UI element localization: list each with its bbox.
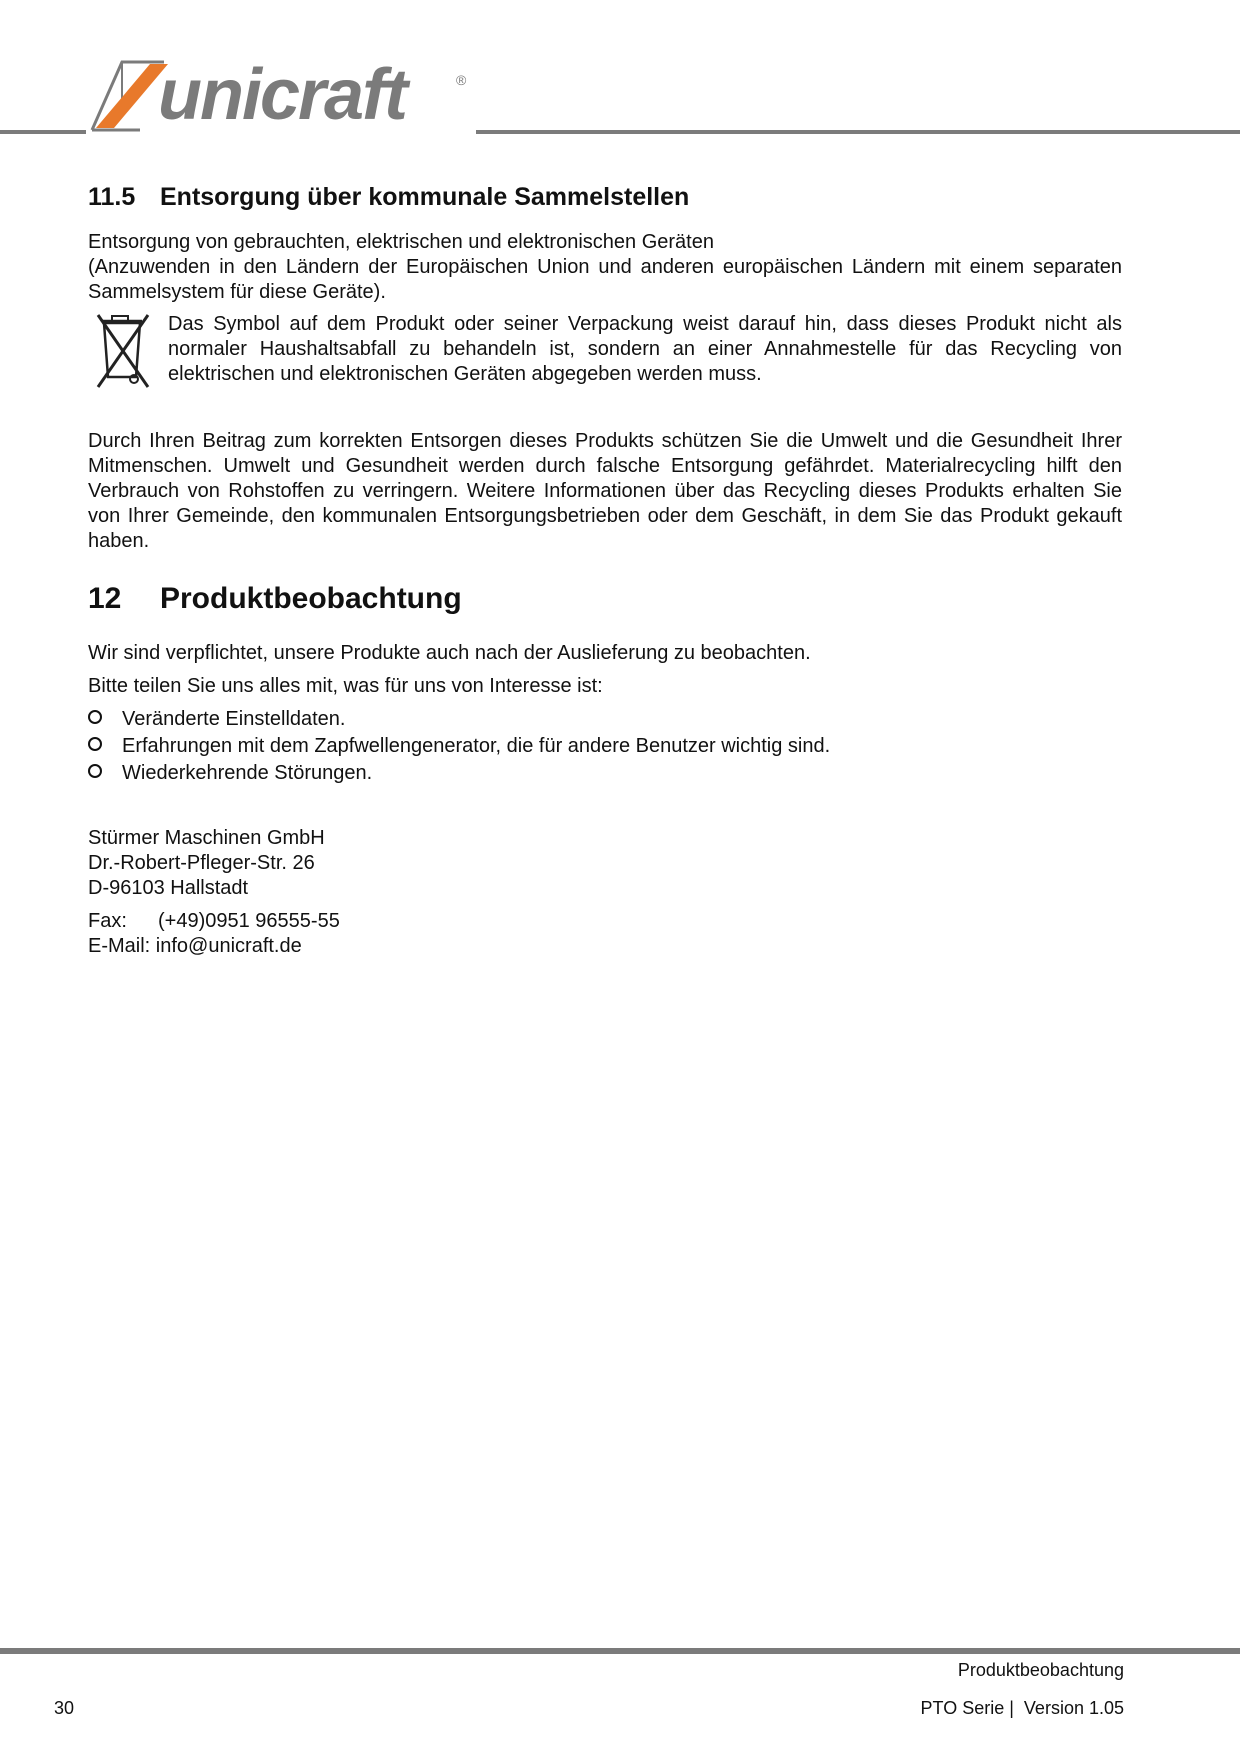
list-item [88, 734, 830, 759]
footer-section-name: Produktbeobachtung [957, 1660, 1124, 1680]
weee-icon [94, 313, 154, 396]
list-item [88, 761, 372, 786]
email-value[interactable]: info@unicraft.de [155, 935, 302, 957]
intro-line-1: Entsorgung von gebrauchten, elektrischen und elektronischen Geräten [88, 231, 714, 253]
section-number: 11.5 [88, 183, 136, 211]
address-city: D-96103 Hallstadt [88, 877, 249, 899]
section-heading-11-5 [88, 183, 689, 212]
fax-value: (+49)0951 96555-55 [158, 910, 340, 932]
section-title: Produktbeobachtung [160, 582, 462, 615]
bullet-circle-icon [88, 737, 102, 751]
weee-symbol-text: Das Symbol auf dem Produkt oder seiner Verpackung weist darauf hin, dass dieses Produkt nicht als normaler Haushaltsabfall zu behandeln ist, sondern an einer Annahmestelle für das Recycling von elektrischen und elektronischen Geräten abgegeben werden muss. [168, 313, 1122, 385]
page-number: 30 [54, 1698, 75, 1718]
list-item-text: Wiederkehrende Störungen. [122, 762, 373, 784]
logo-wordmark: unicraft [158, 55, 407, 135]
section-number: 12 [88, 582, 122, 615]
address-fax [88, 909, 1122, 934]
email-label: E-Mail: [88, 935, 151, 957]
section-title: Entsorgung über kommunale Sammelstellen [160, 183, 690, 211]
address-email [88, 934, 1122, 959]
list-item-text: Erfahrungen mit dem Zapfwellengenerator, die für andere Benutzer wichtig sind. [122, 735, 831, 757]
footer-rule [0, 1648, 1240, 1654]
section-heading-12 [88, 582, 462, 616]
intro-line-2: (Anzuwenden in den Ländern der Europäischen Union und anderen europäischen Ländern mit einem separaten Sammelsystem für diese Geräte). [88, 256, 1122, 303]
bullet-circle-icon [88, 764, 102, 778]
bullet-circle-icon [88, 710, 102, 724]
list-item [88, 707, 346, 732]
address-street: Dr.-Robert-Pfleger-Str. 26 [88, 852, 315, 874]
disposal-paragraph: Durch Ihren Beitrag zum korrekten Entsorgen dieses Produkts schützen Sie die Umwelt und die Gesundheit Ihrer Mitmenschen. Umwelt und Gesundheit werden durch falsche Entsorgung gefährdet. Materialrecycling hilft den Verbrauch von Rohstoffen zu verringern. Weitere Informationen über das Recycling dieses Produkts erhalten Sie von Ihrer Gemeinde, den kommunalen Entsorgungsbetrieben oder dem Geschäft, in dem Sie das Produkt gekauft haben. [88, 430, 1122, 552]
header-rule-right [476, 130, 1240, 134]
observation-paragraph-1: Wir sind verpflichtet, unsere Produkte auch nach der Auslieferung zu beobachten. [88, 642, 811, 664]
address-company: Stürmer Maschinen GmbH [88, 827, 325, 849]
logo-registered-mark: ® [456, 72, 467, 88]
footer-series-version: PTO Serie | Version 1.05 [920, 1698, 1124, 1718]
list-item-text: Veränderte Einstelldaten. [122, 708, 346, 730]
observation-paragraph-2: Bitte teilen Sie uns alles mit, was für uns von Interesse ist: [88, 675, 603, 697]
fax-label: Fax: [88, 910, 127, 932]
header-rule-left [0, 130, 86, 134]
brand-logo [88, 55, 488, 143]
